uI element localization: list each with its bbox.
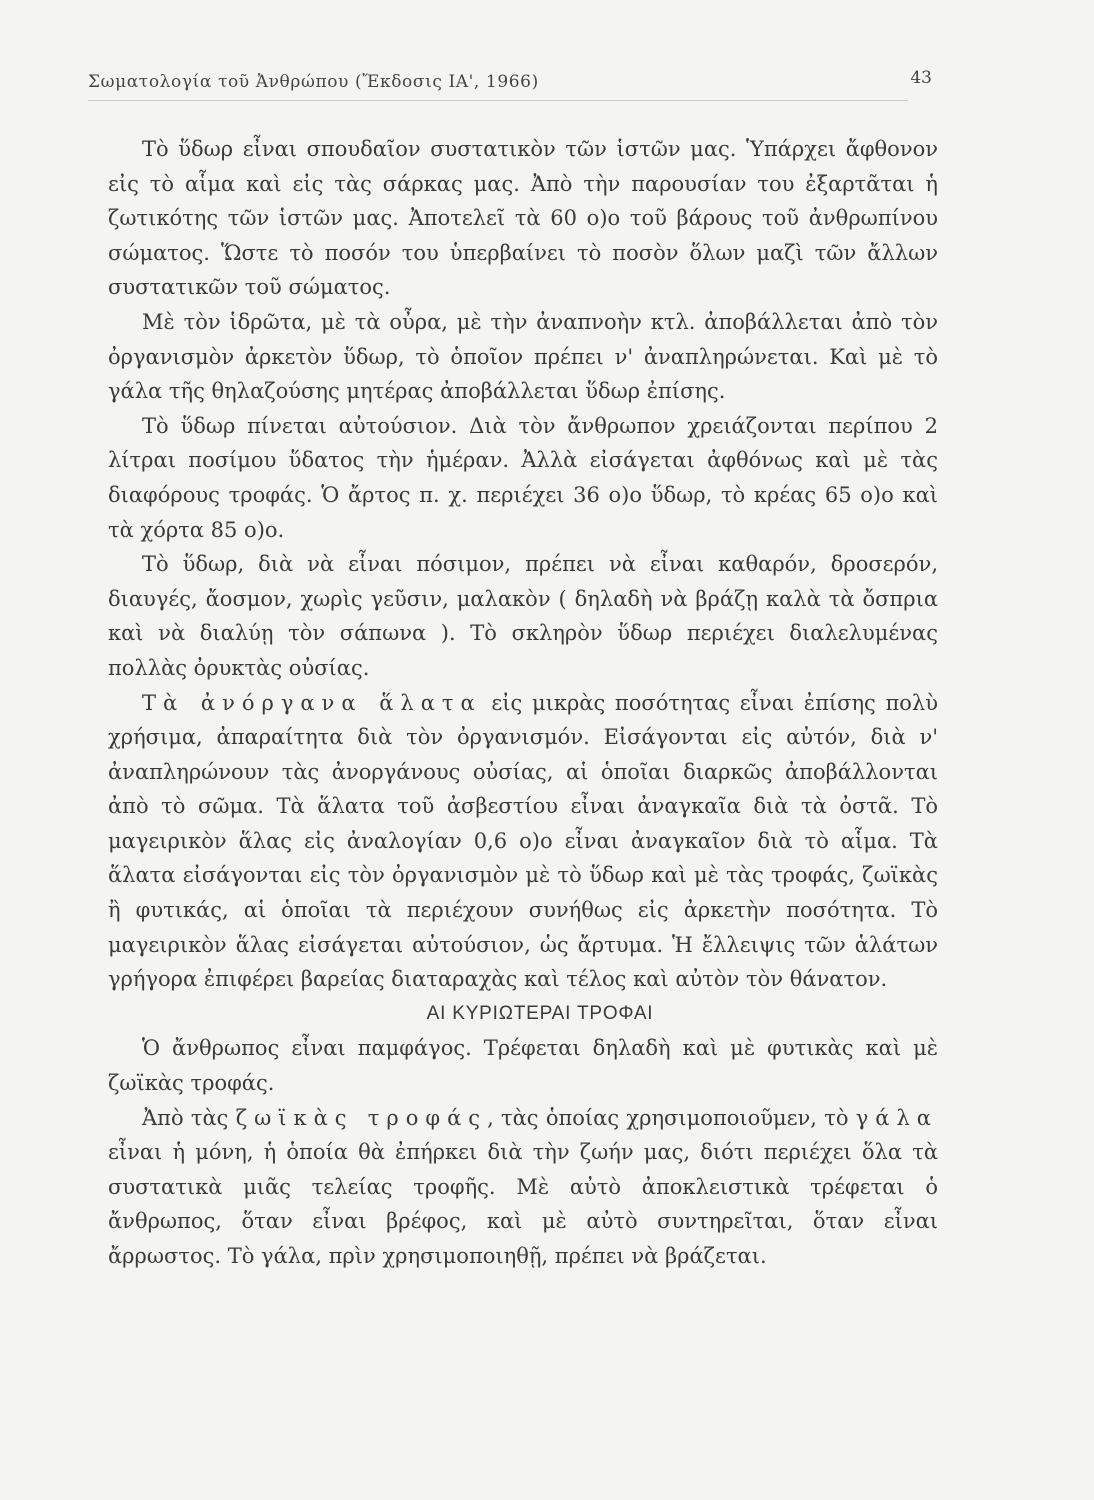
paragraph-mineral-salts [108, 686, 938, 997]
milk-text-start: Ἀπὸ τὰς [142, 1105, 236, 1130]
body-text [108, 132, 938, 1274]
paragraph-milk [108, 1101, 938, 1274]
paragraph-potable-water: Τὸ ὕδωρ, διὰ νὰ εἶναι πόσιμον, πρέπει νὰ εἶναι καθαρόν, δροσερόν, διαυγές, ἄοσμον, χωρὶς γεῦσιν, μαλακὸν ( δηλαδὴ νὰ βράζῃ καλὰ τὰ ὄσπρια καὶ νὰ διαλύῃ τὸν σάπωνα ). Τὸ σκληρὸν ὕδωρ περιέχει διαλελυμένας πολλὰς ὀρυκτὰς οὐσίας. [108, 552, 938, 680]
milk-text-rest: εἶναι ἡ μόνη, ἡ ὁποία θὰ ἐπήρκει διὰ τὴν ζωήν μας, διότι περιέχει ὅλα τὰ συστατικὰ μιᾶς τελείας τροφῆς. Μὲ αὐτὸ ἀποκλειστικὰ τρέφεται ὁ ἄνθρωπος, ὅταν εἶναι βρέφος, καὶ μὲ αὐτὸ συντηρεῖται, ὅταν εἶναι ἄρρωστος. Τὸ γάλα, πρὶν χρησιμοποιηθῇ, πρέπει νὰ βράζεται. [108, 1140, 938, 1268]
paragraph-salts-text: εἰς μικρὰς ποσότητας εἶναι ἐπίσης πολὺ χρήσιμα, ἀπαραίτητα διὰ τὸν ὀργανισμόν. Εἰσάγονται εἰς αὐτόν, διὰ ν' ἀναπληρώνουν τὰς ἀνοργάνους οὐσίας, αἱ ὁποῖαι διαρκῶς ἀποβάλλονται ἀπὸ τὸ σῶμα. Τὰ ἅλατα τοῦ ἀσβεστίου εἶναι ἀναγκαῖα διὰ τὰ ὀστᾶ. Τὸ μαγειρικὸν ἅλας εἰς ἀναλογίαν 0,6 ο)ο εἶναι ἀναγκαῖον διὰ τὸ αἷμα. Τὰ ἅλατα εἰσάγονται εἰς τὸν ὀργανισμὸν μὲ τὸ ὕδωρ καὶ μὲ τὰς τροφάς, ζωϊκὰς ἢ φυτικάς, αἱ ὁποῖαι τὰ περιέχουν συνήθως εἰς ἀρκετὴν ποσότητα. Τὸ μαγειρικὸν ἅλας εἰσάγεται αὐτούσιον, ὡς ἄρτυμα. Ἡ ἔλλειψις τῶν ἁλάτων γρήγορα ἐπιφέρει βαρείας διαταραχὰς καὶ τέλος καὶ αὐτὸν τὸν θάνατον. [108, 690, 939, 992]
paragraph-omnivore: Ὁ ἄνθρωπος εἶναι παμφάγος. Τρέφεται δηλαδὴ καὶ μὲ φυτικὰς καὶ μὲ ζωϊκὰς τροφάς. [108, 1036, 938, 1096]
paragraph-water-intake: Τὸ ὕδωρ πίνεται αὐτούσιον. Διὰ τὸν ἄνθρωπον χρειάζονται περίπου 2 λίτραι ποσίμου ὕδατος τὴν ἡμέραν. Ἀλλὰ εἰσάγεται ἀφθόνως καὶ μὲ τὰς διαφόρους τροφάς. Ὁ ἄρτος π. χ. περιέχει 36 ο)ο ὕδωρ, τὸ κρέας 65 ο)ο καὶ τὰ χόρτα 85 ο)ο. [108, 413, 938, 542]
running-title: Σωματολογία τοῦ Ἀνθρώπου (Ἔκδοσις ΙΑ', 1966) [88, 72, 539, 92]
spaced-term-milk: γάλα [855, 1105, 938, 1130]
running-head [88, 62, 936, 102]
spaced-term-salts: Τὰ ἀνόργανα ἅλατα [142, 690, 482, 715]
header-rule [88, 100, 908, 101]
paragraph-water-loss: Μὲ τὸν ἱδρῶτα, μὲ τὰ οὖρα, μὲ τὴν ἀναπνοὴν κτλ. ἀποβάλλεται ἀπὸ τὸν ὀργανισμὸν ἀρκετὸν ὕδωρ, τὸ ὁποῖον πρέπει ν' ἀναπληρώνεται. Καὶ μὲ τὸ γάλα τῆς θηλαζούσης μητέρας ἀποβάλλεται ὕδωρ ἐπίσης. [108, 309, 938, 404]
section-heading: ΑΙ ΚΥΡΙΩΤΕΡΑΙ ΤΡΟΦΑΙ [426, 1002, 654, 1024]
spaced-term-animal-foods: ζωϊκὰς τροφάς [235, 1105, 488, 1130]
milk-text-mid: , τὰς ὁποίας χρησιμοποιοῦμεν, τὸ [487, 1105, 856, 1130]
paragraph-water-intro: Τὸ ὕδωρ εἶναι σπουδαῖον συστατικὸν τῶν ἱστῶν μας. Ὑπάρχει ἄφθονον εἰς τὸ αἷμα καὶ εἰς τὰς σάρκας μας. Ἀπὸ τὴν παρουσίαν του ἐξαρτᾶται ἡ ζωτικότης τῶν ἱστῶν μας. Ἀποτελεῖ τὰ 60 ο)ο τοῦ βάρους τοῦ ἀνθρωπίνου σώματος. Ὥστε τὸ ποσόν του ὑπερβαίνει τὸ ποσὸν ὅλων μαζὶ τῶν ἄλλων συστατικῶν τοῦ σώματος. [108, 137, 938, 300]
page-number: 43 [910, 68, 932, 88]
